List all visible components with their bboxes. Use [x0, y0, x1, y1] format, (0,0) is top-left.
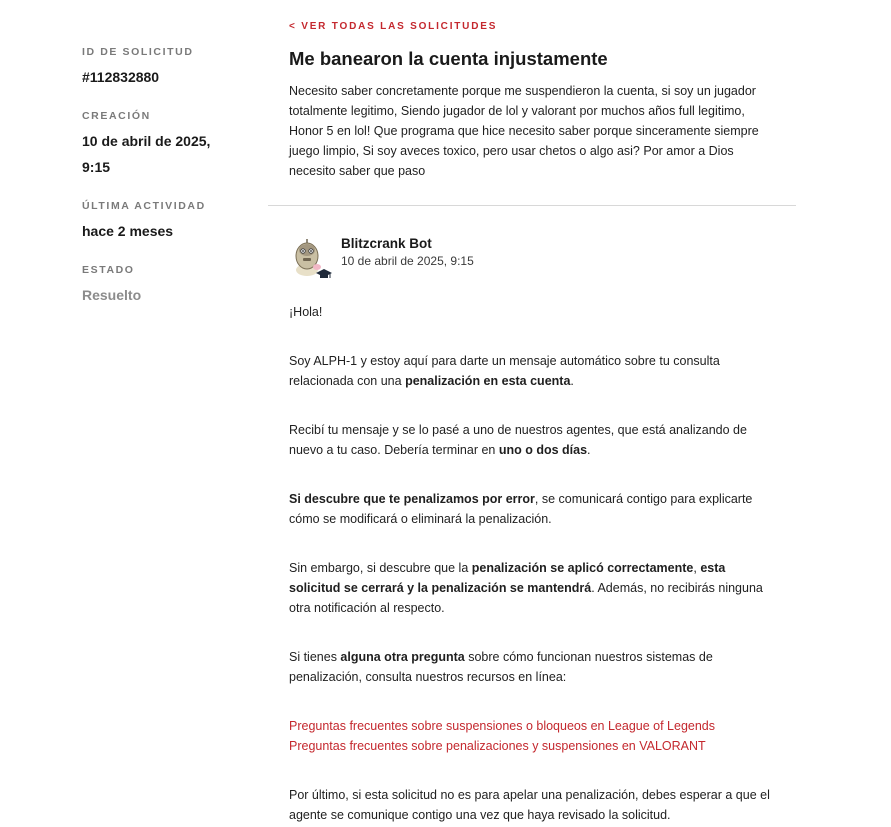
reply-author-row: [289, 236, 779, 280]
reply-author-name: Blitzcrank Bot: [341, 236, 432, 251]
created-value: [82, 128, 252, 180]
reply-paragraph-4: [289, 558, 779, 618]
reply-author-info: [341, 236, 474, 268]
text: ,: [693, 561, 701, 575]
reply-paragraph-1: [289, 351, 779, 391]
reply-paragraph-5: [289, 647, 779, 687]
text: Si tienes: [289, 650, 341, 664]
text: , se comunicará contigo para explicarte cómo se modificará o eliminará la penalización.: [289, 492, 753, 526]
request-id-block: [82, 46, 252, 90]
text: Sin embargo, si descubre que la: [289, 561, 472, 575]
request-meta-sidebar: [82, 46, 252, 328]
lol-suspension-faq-link[interactable]: Preguntas frecuentes sobre suspensiones o bloqueos en League of Legends: [289, 719, 716, 733]
created-date: 10 de abril de 2025,: [82, 133, 211, 149]
faq-links: [289, 716, 779, 756]
text: . Además, no recibirás ninguna otra notificación al respecto.: [289, 581, 763, 615]
last-activity-label: ÚLTIMA ACTIVIDAD: [82, 200, 206, 212]
bold-text: uno o dos días: [498, 443, 588, 457]
last-activity-block: [82, 200, 252, 244]
reply-paragraph-2: [289, 420, 779, 460]
status-label: ESTADO: [82, 264, 135, 276]
created-label: CREACIÓN: [82, 110, 151, 122]
text: .: [570, 374, 574, 388]
graduation-cap-icon: [316, 268, 332, 280]
back-to-requests-link[interactable]: < VER TODAS LAS SOLICITUDES: [289, 21, 498, 32]
status-value: Resuelto: [82, 287, 142, 303]
request-header: [289, 16, 779, 181]
bold-text: penalización se aplicó correctamente: [471, 561, 694, 575]
request-description: Necesito saber concretamente porque me suspendieron la cuenta, si soy un jugador totalmente legitimo, Siendo jugador de lol y valorant por muchos años full legitimo, Honor 5 en lol! Que programa que hice necesito saber porque sinceramente siempre juego limpio, Si soy aveces toxico, pero usar chetos o algo asi? Por amor a Dios necesito saber que paso: [289, 84, 759, 178]
request-id-value: #112832880: [82, 69, 160, 85]
bold-text: Si descubre que te penalizamos por error: [289, 492, 535, 506]
created-block: [82, 110, 252, 180]
bold-text: esta solicitud se cerrará y la penalización se mantendrá: [289, 561, 726, 595]
divider: [268, 205, 796, 206]
reply-greeting: ¡Hola!: [289, 305, 323, 319]
text: .: [587, 443, 591, 457]
avatar: [289, 236, 333, 280]
text: sobre cómo funcionan nuestros sistemas de penalización, consulta nuestros recursos en línea:: [289, 650, 713, 684]
reply-paragraph-6: Por último, si esta solicitud no es para apelar una penalización, debes esperar a que el agente se comunique contigo una vez que haya revisado la solicitud.: [289, 788, 770, 822]
status-block: [82, 264, 252, 308]
bold-text: penalización en esta cuenta: [405, 374, 571, 388]
created-time: 9:15: [82, 159, 111, 175]
reply-message: [289, 236, 779, 825]
page-title: Me banearon la cuenta injustamente: [289, 48, 608, 69]
bold-text: alguna otra pregunta: [340, 650, 465, 664]
text: Soy ALPH-1 y estoy aquí para darte un mensaje automático sobre tu consulta relacionada con una: [289, 354, 720, 388]
text: Recibí tu mensaje y se lo pasé a uno de nuestros agentes, que está analizando de nuevo a tu caso. Debería terminar en: [289, 423, 747, 457]
request-id-label: ID DE SOLICITUD: [82, 46, 194, 58]
valorant-penalty-faq-link[interactable]: Preguntas frecuentes sobre penalizaciones y suspensiones en VALORANT: [289, 739, 706, 753]
reply-paragraph-3: [289, 489, 779, 529]
reply-date: 10 de abril de 2025, 9:15: [341, 254, 474, 268]
last-activity-value: hace 2 meses: [82, 223, 174, 239]
